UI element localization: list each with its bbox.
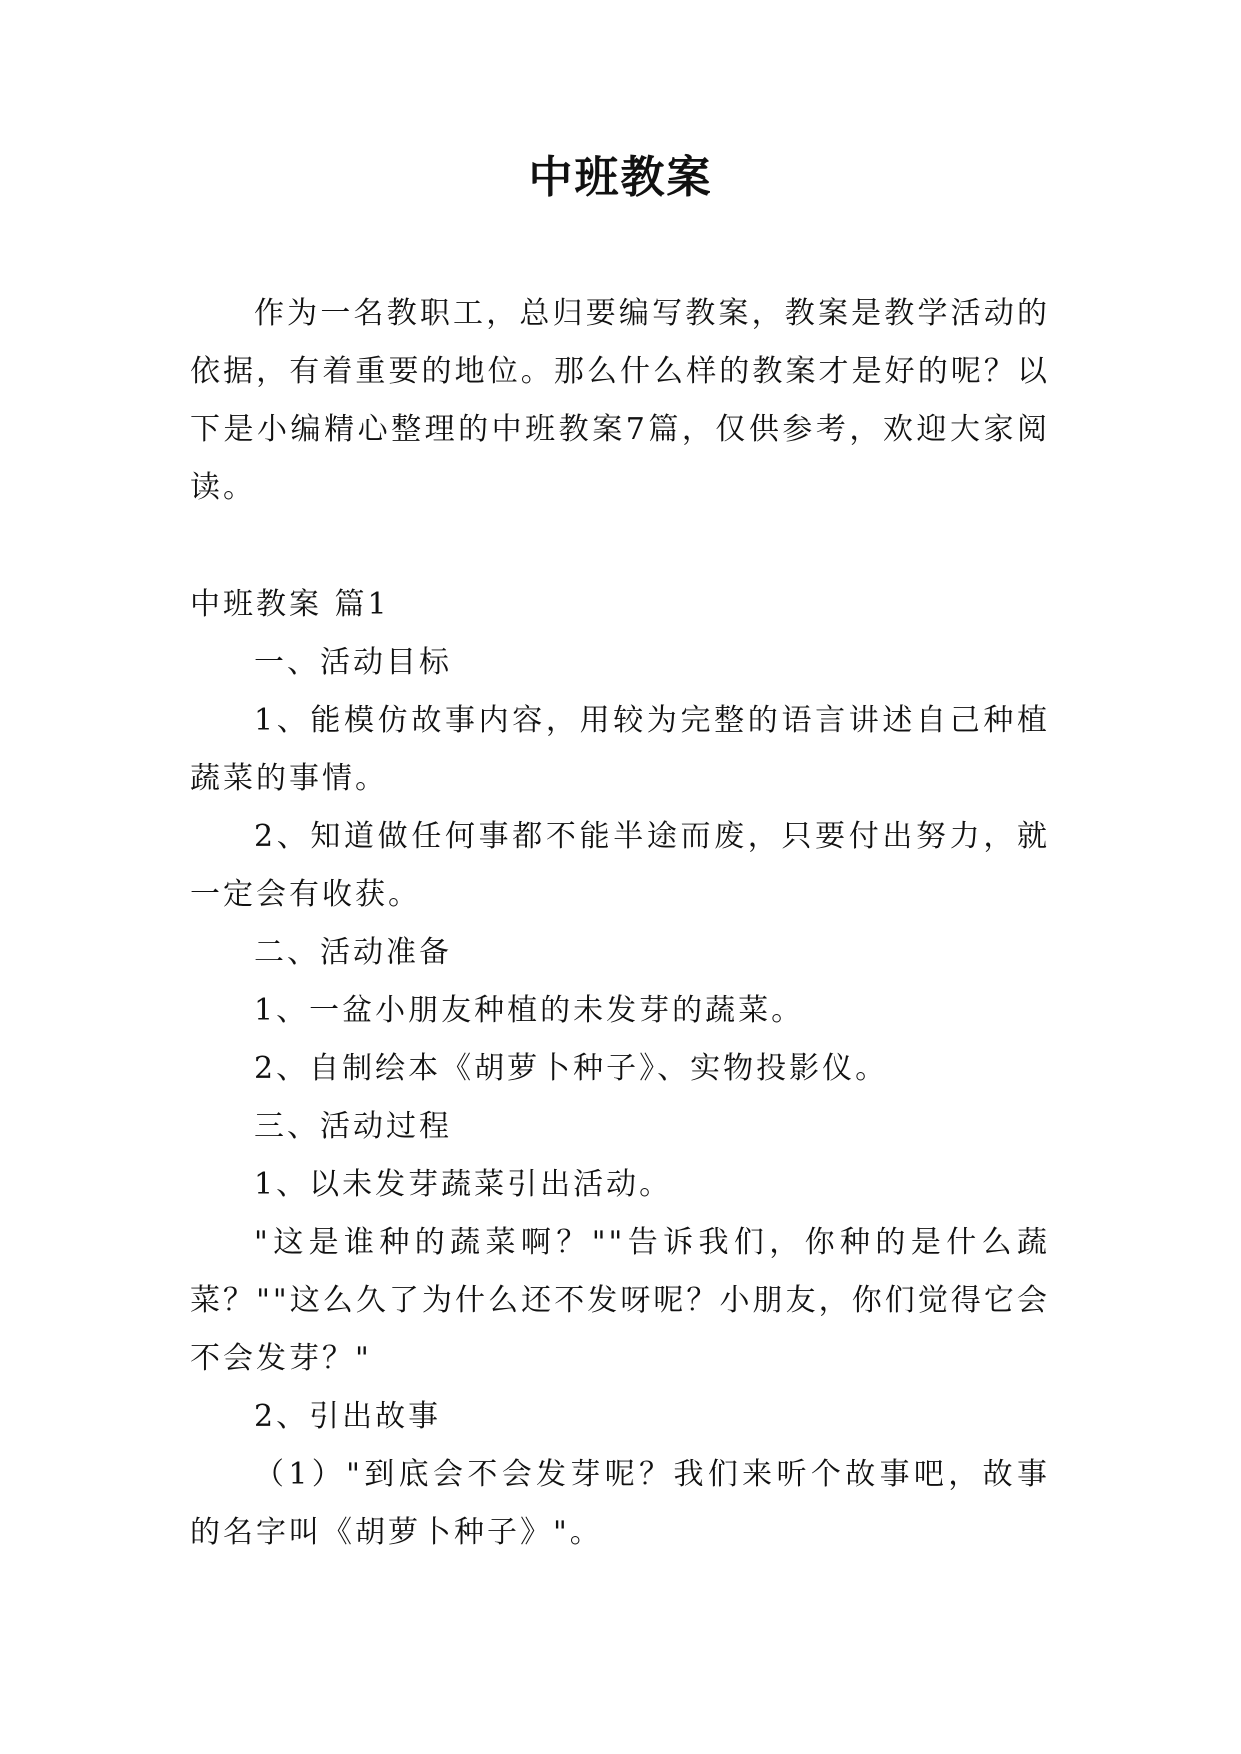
preparation-item-2: 2、自制绘本《胡萝卜种子》、实物投影仪。 — [254, 1051, 889, 1086]
intro-block — [190, 285, 1050, 517]
preparation-item-1: 1、一盆小朋友种植的未发芽的蔬菜。 — [254, 993, 805, 1028]
process-step-1: 1、以未发芽蔬菜引出活动。 — [254, 1167, 673, 1202]
heading-activity-process: 三、活动过程 — [254, 1109, 452, 1144]
process-substep-1: （1）"到底会不会发芽呢？我们来听个故事吧，故事的名字叫《胡萝卜种子》"。 — [190, 1457, 1050, 1550]
goal-item-2: 2、知道做任何事都不能半途而废，只要付出努力，就一定会有收获。 — [190, 819, 1050, 912]
heading-activity-goals: 一、活动目标 — [254, 645, 452, 680]
process-dialogue: "这是谁种的蔬菜啊？""告诉我们，你种的是什么蔬菜？""这么久了为什么还不发呀呢？小朋友，你们觉得它会不会发芽？" — [190, 1225, 1050, 1376]
section-heading: 中班教案 篇1 — [190, 587, 390, 622]
document-title: 中班教案 — [528, 152, 713, 203]
goal-item-1: 1、能模仿故事内容，用较为完整的语言讲述自己种植蔬菜的事情。 — [190, 703, 1050, 796]
intro-paragraph: 作为一名教职工，总归要编写教案，教案是教学活动的依据，有着重要的地位。那么什么样的教案才是好的呢？以下是小编精心整理的中班教案7篇，仅供参考，欢迎大家阅读。 — [190, 296, 1050, 505]
process-step-2: 2、引出故事 — [254, 1399, 442, 1434]
section-block — [190, 576, 1050, 1562]
heading-activity-preparation: 二、活动准备 — [254, 935, 452, 970]
